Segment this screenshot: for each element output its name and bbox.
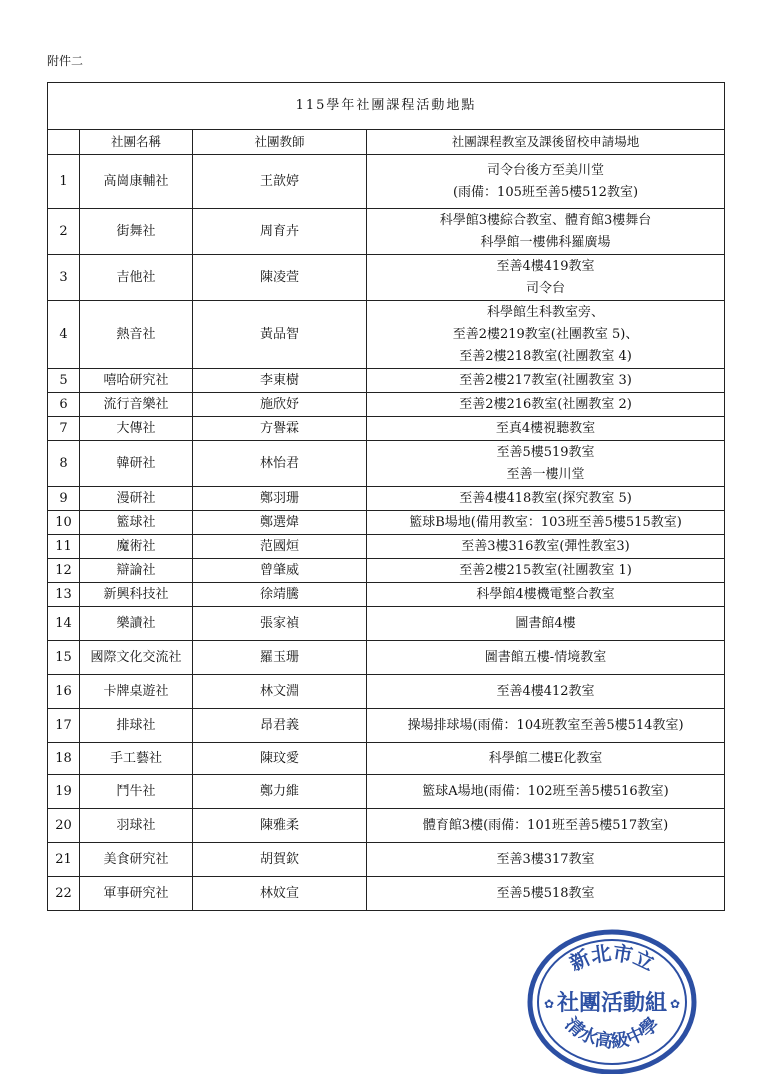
- location-line: 至真4樓視聽教室: [495, 420, 596, 436]
- location-cell: [367, 487, 725, 511]
- location-line: 至善2樓217教室(社團教室 3): [459, 372, 632, 388]
- location-line: 籃球A場地(雨備：102班至善5樓516教室): [422, 783, 669, 799]
- location-cell: [367, 775, 725, 809]
- row-number: 13: [48, 583, 80, 607]
- location-cell: [367, 255, 725, 301]
- row-number: 9: [48, 487, 80, 511]
- location-cell: [367, 583, 725, 607]
- location-line: 圖書館4樓: [515, 615, 576, 631]
- teacher-name: 羅玉珊: [193, 641, 367, 675]
- row-number: 2: [48, 209, 80, 255]
- seal-star-right-icon: ✿: [670, 997, 681, 1011]
- location-cell: [367, 393, 725, 417]
- club-name: 街舞社: [80, 209, 193, 255]
- location-line: 至善5樓519教室: [496, 444, 595, 460]
- club-name: 吉他社: [80, 255, 193, 301]
- club-name: 魔術社: [80, 535, 193, 559]
- teacher-name: 陳雅柔: [193, 809, 367, 843]
- table-row: [48, 511, 725, 535]
- location-line: 圖書館五樓-情境教室: [484, 649, 607, 665]
- row-number: 5: [48, 369, 80, 393]
- club-name: 大傳社: [80, 417, 193, 441]
- row-number: 4: [48, 301, 80, 369]
- location-line: (雨備：105班至善5樓512教室): [452, 184, 639, 200]
- row-number: 7: [48, 417, 80, 441]
- table-row: [48, 417, 725, 441]
- location-line: 操場排球場(雨備：104班教室至善5樓514教室): [407, 717, 684, 733]
- table-row: [48, 441, 725, 487]
- club-name: 籃球社: [80, 511, 193, 535]
- table-row: [48, 301, 725, 369]
- location-cell: [367, 675, 725, 709]
- club-name: 嘻哈研究社: [80, 369, 193, 393]
- row-number: 3: [48, 255, 80, 301]
- row-number: 1: [48, 155, 80, 209]
- teacher-name: 陳玟愛: [193, 743, 367, 775]
- location-cell: [367, 535, 725, 559]
- location-line: 至善3樓317教室: [496, 851, 595, 867]
- row-number: 18: [48, 743, 80, 775]
- teacher-name: 鄭選煒: [193, 511, 367, 535]
- row-number: 16: [48, 675, 80, 709]
- row-number: 22: [48, 877, 80, 911]
- teacher-name: 施欣妤: [193, 393, 367, 417]
- table-row: [48, 487, 725, 511]
- club-name: 漫研社: [80, 487, 193, 511]
- club-name: 流行音樂社: [80, 393, 193, 417]
- club-name: 鬥牛社: [80, 775, 193, 809]
- location-line: 至善2樓215教室(社團教室 1): [459, 562, 632, 578]
- row-number: 20: [48, 809, 80, 843]
- teacher-name: 林文淵: [193, 675, 367, 709]
- table-row: [48, 675, 725, 709]
- row-number: 19: [48, 775, 80, 809]
- location-line: 科學館3樓綜合教室、體育館3樓舞台: [439, 212, 652, 228]
- table-row: [48, 369, 725, 393]
- club-name: 軍事研究社: [80, 877, 193, 911]
- row-number: 12: [48, 559, 80, 583]
- table-row: [48, 155, 725, 209]
- location-line: 至善5樓518教室: [496, 885, 595, 901]
- header-teacher: 社團教師: [193, 130, 367, 155]
- location-line: 科學館二樓E化教室: [488, 750, 603, 766]
- club-name: 辯論社: [80, 559, 193, 583]
- location-line: 至善2樓219教室(社團教室 5)、: [452, 326, 639, 342]
- club-name: 手工藝社: [80, 743, 193, 775]
- table-row: [48, 843, 725, 877]
- header-club: 社團名稱: [80, 130, 193, 155]
- location-line: 至善2樓218教室(社團教室 4): [459, 348, 632, 364]
- location-line: 司令台後方至美川堂: [487, 162, 605, 178]
- teacher-name: 林怡君: [193, 441, 367, 487]
- location-cell: [367, 441, 725, 487]
- table-row: [48, 809, 725, 843]
- location-cell: [367, 369, 725, 393]
- club-activity-seal: [522, 924, 702, 1074]
- location-cell: [367, 209, 725, 255]
- row-number: 6: [48, 393, 80, 417]
- location-line: 至善3樓316教室(彈性教室3): [461, 538, 630, 554]
- page-title: 115學年社團課程活動地點: [48, 83, 725, 130]
- teacher-name: 陳凌萱: [193, 255, 367, 301]
- header-num: [48, 130, 80, 155]
- table-row: [48, 583, 725, 607]
- location-cell: [367, 559, 725, 583]
- location-cell: [367, 809, 725, 843]
- row-number: 10: [48, 511, 80, 535]
- teacher-name: 李東樹: [193, 369, 367, 393]
- location-cell: [367, 743, 725, 775]
- club-name: 卡牌桌遊社: [80, 675, 193, 709]
- location-cell: [367, 155, 725, 209]
- club-name: 熱音社: [80, 301, 193, 369]
- location-line: 至善4樓412教室: [496, 683, 595, 699]
- row-number: 21: [48, 843, 80, 877]
- club-location-table: [47, 82, 725, 911]
- header-location: 社團課程教室及課後留校申請場地: [367, 130, 725, 155]
- teacher-name: 徐靖騰: [193, 583, 367, 607]
- club-name: 新興科技社: [80, 583, 193, 607]
- location-line: 司令台: [526, 280, 566, 296]
- header-row: [48, 130, 725, 155]
- row-number: 14: [48, 607, 80, 641]
- teacher-name: 黃品智: [193, 301, 367, 369]
- teacher-name: 鄭力維: [193, 775, 367, 809]
- table-row: [48, 535, 725, 559]
- club-name: 韓研社: [80, 441, 193, 487]
- location-cell: [367, 877, 725, 911]
- teacher-name: 胡賀欽: [193, 843, 367, 877]
- location-line: 至善2樓216教室(社團教室 2): [459, 396, 632, 412]
- seal-top-text: 新北市立: [565, 940, 659, 976]
- location-line: 科學館一樓佛科羅廣場: [480, 234, 611, 250]
- table-row: [48, 393, 725, 417]
- row-number: 11: [48, 535, 80, 559]
- teacher-name: 張家禎: [193, 607, 367, 641]
- table-row: [48, 641, 725, 675]
- location-cell: [367, 301, 725, 369]
- attachment-label: 附件二: [47, 54, 84, 68]
- seal-center-text: 社團活動組: [556, 990, 668, 1016]
- club-name: 國際文化交流社: [80, 641, 193, 675]
- seal-bottom-text: 清水高級中學: [560, 1013, 664, 1053]
- location-cell: [367, 417, 725, 441]
- location-cell: [367, 843, 725, 877]
- row-number: 8: [48, 441, 80, 487]
- teacher-name: 昂君義: [193, 709, 367, 743]
- club-name: 美食研究社: [80, 843, 193, 877]
- location-cell: [367, 607, 725, 641]
- location-cell: [367, 709, 725, 743]
- table-row: [48, 709, 725, 743]
- location-line: 科學館4樓機電整合教室: [476, 586, 615, 602]
- teacher-name: 范國烜: [193, 535, 367, 559]
- title-row: [48, 83, 725, 130]
- table-row: [48, 607, 725, 641]
- table-row: [48, 209, 725, 255]
- table-row: [48, 877, 725, 911]
- row-number: 15: [48, 641, 80, 675]
- location-cell: [367, 511, 725, 535]
- location-line: 體育館3樓(雨備：101班至善5樓517教室): [422, 817, 669, 833]
- location-line: 科學館生科教室旁、: [487, 304, 605, 320]
- row-number: 17: [48, 709, 80, 743]
- location-cell: [367, 641, 725, 675]
- table-row: [48, 559, 725, 583]
- table-row: [48, 255, 725, 301]
- club-name: 排球社: [80, 709, 193, 743]
- location-line: 至善4樓419教室: [496, 258, 595, 274]
- club-name: 羽球社: [80, 809, 193, 843]
- teacher-name: 周育卉: [193, 209, 367, 255]
- location-line: 至善4樓418教室(探究教室 5): [459, 490, 632, 506]
- teacher-name: 方譽霖: [193, 417, 367, 441]
- location-line: 至善一樓川堂: [506, 466, 585, 482]
- club-name: 高崗康輔社: [80, 155, 193, 209]
- teacher-name: 曾肇威: [193, 559, 367, 583]
- table-row: [48, 743, 725, 775]
- table-row: [48, 775, 725, 809]
- teacher-name: 林妏宣: [193, 877, 367, 911]
- location-line: 籃球B場地(備用教室：103班至善5樓515教室): [409, 514, 682, 530]
- teacher-name: 王歆婷: [193, 155, 367, 209]
- club-name: 樂讀社: [80, 607, 193, 641]
- seal-star-left-icon: ✿: [544, 997, 555, 1011]
- teacher-name: 鄭羽珊: [193, 487, 367, 511]
